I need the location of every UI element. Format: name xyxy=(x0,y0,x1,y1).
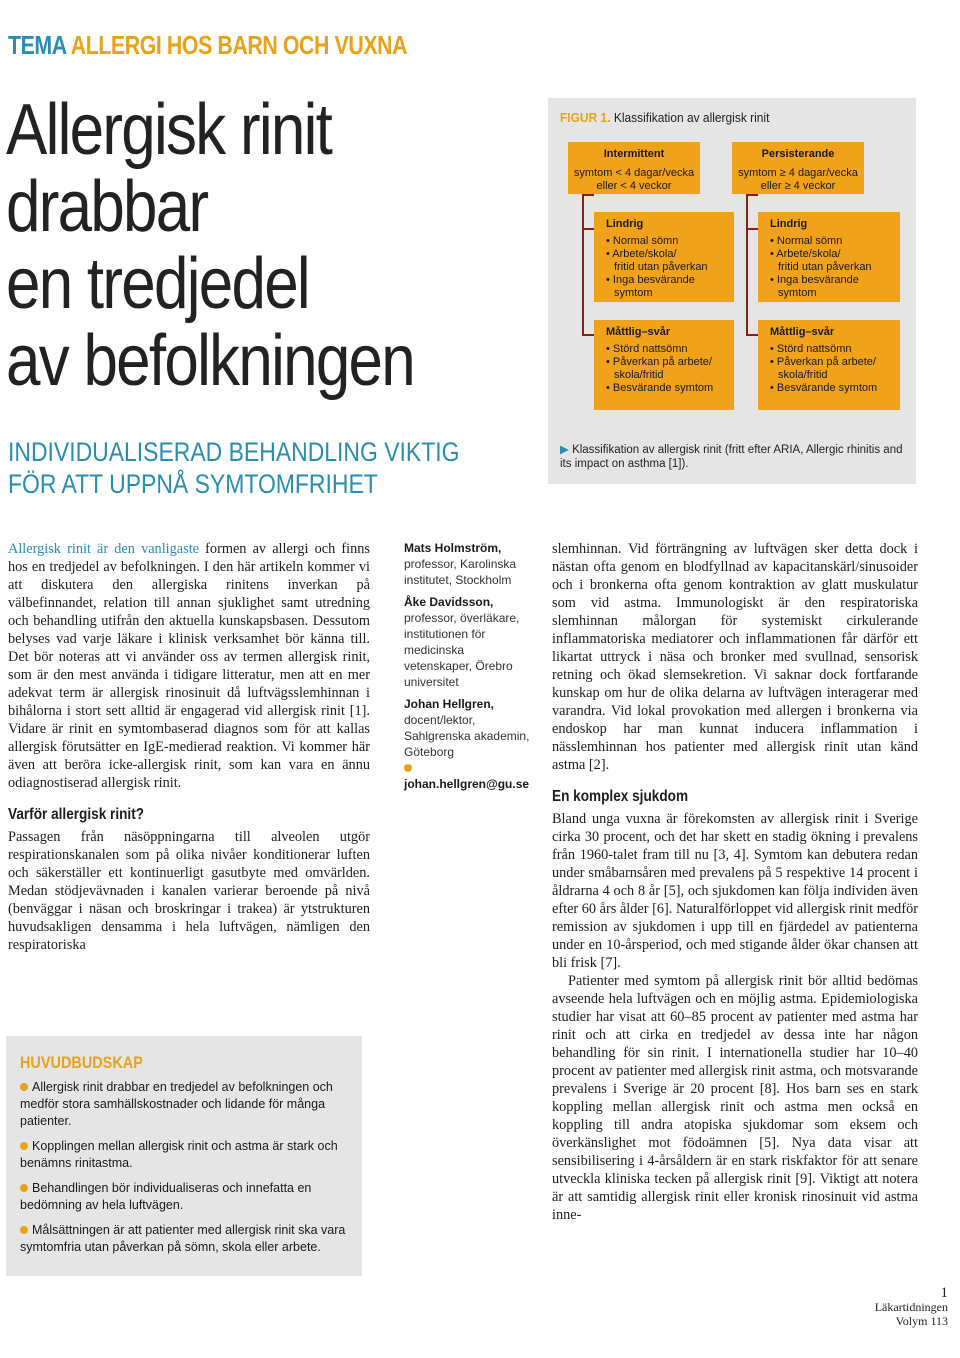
figure-caption-text: Klassifikation av allergisk rinit (fritt efter ARIA, Allergic rhinitis and its impact on asthma [1]). xyxy=(560,444,903,470)
author-email[interactable] xyxy=(404,760,534,792)
col1-paragraph-2: Passagen från näsöppningarna till alveolen utgör respirationskanalen som på olika nivåer konditionerar luften och säkerställer ett kontinuerligt gasutbyte med omvärlden. Medan stödjevävnaden i kanalen varierar beroende på nivå (benväggar i näsan och broskringar i trakea) är ytstrukturen huvudsakligen densamma i hela luftvägen, nämligen den respiratoriska xyxy=(8,829,370,953)
moderate-title: Måttlig–svår xyxy=(606,326,671,338)
moderate-bullet-3: • Besvärande symtom xyxy=(770,382,878,394)
connector-left-top xyxy=(582,194,594,196)
moderate-bullet-2-cont: skola/fritid xyxy=(778,369,828,381)
col1-paragraph-1-text: formen av allergi och finns hos en tredjedel av befolkningen. I den här artikeln kommer vi att diskutera den allergiska rinitens inverkan på välbefinnandet, relation till annan sjuklighet samt utredning och behandling utifrån den aktuella kunskapsbasen. Dessutom belyses vad varje läkare i klinisk verksamhet bör känna till. Det bör noteras att vi använder oss av termen allergisk rinit, som är den mest använda i tidigare litteratur, men att en mer adekvat term är allergisk rinosinuit då luftvägsslemhinnan i bihålorna i stort sett alltid är engagerad vid allergisk rinit [1]. Vidare är rinit en symtombaserad diagnos som för att kallas allergisk förutsätter en IgE-medierad reaktion. Vi kommer här även att beröra icke-allergisk rinit, som kan vara en ännu odiagnostiserad allergisk rinit. xyxy=(8,541,370,791)
persistent-line-2: eller ≥ 4 veckor xyxy=(760,180,836,192)
theme-header xyxy=(8,30,407,61)
figure-caption xyxy=(560,443,910,471)
key-point-text: Allergisk rinit drabbar en tredjedel av befolkningen och medför stora samhällskostnader och lidande för många patienter. xyxy=(20,1080,333,1128)
mild-title: Lindrig xyxy=(770,218,808,230)
intermittent-mild-box xyxy=(594,212,734,302)
persistent-box xyxy=(732,142,864,194)
theme-topic: ALLERGI HOS BARN OCH VUXNA xyxy=(70,30,408,60)
persistent-mild-box xyxy=(758,212,900,302)
connector-right xyxy=(746,194,748,336)
key-points-box xyxy=(6,1036,362,1276)
persistent-title: Persisterande xyxy=(761,148,835,160)
headline-line-1: Allergisk rinit xyxy=(6,90,332,170)
key-point-text: Behandlingen bör individualiseras och innefatta en bedömning av hela luftvägen. xyxy=(20,1181,312,1212)
figure-title-text: Klassifikation av allergisk rinit xyxy=(613,110,770,125)
key-point-3 xyxy=(20,1180,350,1214)
caption-arrow-icon: ▶ xyxy=(560,444,569,456)
intermittent-line-1: symtom < 4 dagar/vecka xyxy=(573,167,695,179)
key-point-text: Kopplingen mellan allergisk rinit och astma är stark och benämns rinitastma. xyxy=(20,1139,338,1170)
author-email-text[interactable]: johan.hellgren@gu.se xyxy=(404,777,530,791)
mild-bullet-1: • Normal sömn xyxy=(770,235,843,247)
bullet-dot-icon xyxy=(404,764,412,772)
intermittent-box xyxy=(568,142,700,194)
moderate-bullet-2: • Påverkan på arbete/ xyxy=(770,356,876,368)
mild-bullet-2-cont: fritid utan påverkan xyxy=(778,261,872,273)
col3-paragraph-1: slemhinnan. Vid förträngning av luftvägen sker detta dock i nästan ofta genom en blodfyllnad av kapacitanskärl/sinusoider och i bronkerna ofta genom kontraktion av glatt muskulatur som vid astma. Immunologiskt är den respiratoriska slemhinnan målorgan för systemiskt cirkulerande inflammatoriska mediatorer och inflammationen får därför ett likartat uttryck i näsa och bronker med svullnad, sensorisk retning och ökad slemsekretion. Vi saknar dock fortfarande kunskap om hur de olika delarna av luftvägen interagerar med varandra. Vid lokal provokation med allergen i bronkerna via endoskop har man kunnat inducera inflammation i nässlemhinnan hos patienter med allergisk rinit utan känd astma [2]. xyxy=(552,541,918,773)
key-point-2 xyxy=(20,1138,350,1172)
subhead-line-1: INDIVIDUALISERAD BEHANDLING VIKTIG xyxy=(8,437,460,467)
section-heading-complex: En komplex sjukdom xyxy=(552,788,689,805)
author-list xyxy=(404,540,534,792)
connector-right-moderate xyxy=(746,334,758,336)
author-2-affiliation: professor, överläkare, institutionen för medicinska vetenskaper, Örebro universitet xyxy=(404,611,520,689)
body-column-1 xyxy=(8,540,370,954)
headline-line-2: drabbar xyxy=(6,167,208,247)
mild-bullet-3: • Inga besvärande symtom xyxy=(606,274,695,299)
intermittent-line-2: eller < 4 veckor xyxy=(596,180,672,192)
moderate-title: Måttlig–svår xyxy=(770,326,835,338)
headline-line-4: av befolkningen xyxy=(6,321,414,401)
article-subhead xyxy=(8,436,459,500)
page-number: 1 xyxy=(940,1285,948,1301)
moderate-bullet-2-cont: skola/fritid xyxy=(614,369,664,381)
figure-panel xyxy=(548,98,916,484)
col3-paragraph-2: Bland unga vuxna är förekomsten av allergisk rinit i Sverige cirka 30 procent, och det har skett en stadig ökning i prevalens från 1960-talet fram till nu [3, 4]. Symtom kan debutera redan under småbarnsåren med prevalens på 5 respektive 14 procent i åldrarna 4 och 8 år [5], och sjukdomen kan följa individen även efter 60 års ålder [6]. Naturalförloppet vid allergisk rinit medför remission av sjukdomen i upp till en fjärdedel av patienterna under en 10-årsperiod, och med stigande ålder ökar chansen att bli frisk [7]. xyxy=(552,811,918,971)
intermittent-title: Intermittent xyxy=(603,148,665,160)
persistent-line-1: symtom ≥ 4 dagar/vecka xyxy=(738,167,858,179)
col1-paragraph-1 xyxy=(8,540,370,792)
author-2-name: Åke Davidsson, xyxy=(404,595,494,609)
journal-name: Läkartidningen xyxy=(874,1300,948,1314)
author-1-affiliation: professor, Karolinska institutet, Stockholm xyxy=(404,557,517,587)
page-footer xyxy=(875,1286,948,1328)
mild-bullet-1: • Normal sömn xyxy=(606,235,679,247)
author-3-name: Johan Hellgren, xyxy=(404,697,495,711)
connector-left-mild xyxy=(582,228,594,230)
connector-right-top xyxy=(746,194,758,196)
col3-paragraph-3: Patienter med symtom på allergisk rinit bör alltid bedömas avseende hela luftvägen och en möjlig astma. Epidemiologiska studier har visat att 60–85 procent av patienter med astma har rinit och att cirka en tredjedel av dessa inte har någon behandling för sin rinit. I internationella studier har 10–40 procent av patienter med allergisk rinit astma, och motsvarande prevalens i Sverige är 20 procent [8]. Hos barn ses en stark koppling mellan allergisk rinit och astma men också en koppling till andra atopiska sjukdomar som eksem och överkänslighet mot födoämnen [5]. Nya data visar att sensibilisering i 4-årsåldern är en stark riskfaktor för att senare utveckla kliniska tecken på allergisk rinit [9]. Viktigt att notera är att samtidig allergisk rinit eller kronisk rinosinuit vid astma inne- xyxy=(552,973,918,1223)
section-heading-why: Varför allergisk rinit? xyxy=(8,806,145,823)
author-3-affiliation: docent/lektor, Sahlgrenska akademin, Göteborg xyxy=(404,713,530,759)
mild-bullet-2: • Arbete/skola/ xyxy=(770,248,841,260)
key-point-4 xyxy=(20,1222,350,1256)
body-column-3 xyxy=(552,540,918,1224)
subhead-line-2: FÖR ATT UPPNÅ SYMTOMFRIHET xyxy=(8,469,378,499)
lead-in: Allergisk rinit är den vanligaste xyxy=(8,541,200,557)
moderate-bullet-2: • Påverkan på arbete/ xyxy=(606,356,712,368)
key-point-text: Målsättningen är att patienter med allergisk rinit ska vara symtomfria utan påverkan på sömn, skola eller arbete. xyxy=(20,1223,346,1254)
moderate-bullet-1: • Störd nattsömn xyxy=(770,343,852,355)
moderate-bullet-3: • Besvärande symtom xyxy=(606,382,714,394)
connector-left xyxy=(582,194,584,336)
mild-title: Lindrig xyxy=(606,218,644,230)
headline-line-3: en tredjedel xyxy=(6,244,309,324)
moderate-bullet-1: • Störd nattsömn xyxy=(606,343,688,355)
connector-left-moderate xyxy=(582,334,594,336)
figure-label: FIGUR 1. xyxy=(560,110,611,125)
bullet-dot-icon xyxy=(20,1226,28,1234)
connector-right-mild xyxy=(746,228,758,230)
bullet-dot-icon xyxy=(20,1142,28,1150)
journal-volume: Volym 113 xyxy=(895,1314,948,1328)
bullet-dot-icon xyxy=(20,1083,28,1091)
key-points-title: HUVUDBUDSKAP xyxy=(20,1053,143,1072)
bullet-dot-icon xyxy=(20,1184,28,1192)
theme-label: TEMA xyxy=(8,30,66,60)
persistent-moderate-box xyxy=(758,320,900,410)
author-1-name: Mats Holmström, xyxy=(404,541,502,555)
mild-bullet-2: • Arbete/skola/ xyxy=(606,248,677,260)
mild-bullet-3: • Inga besvärande symtom xyxy=(770,274,859,299)
figure-title xyxy=(560,110,769,125)
intermittent-moderate-box xyxy=(594,320,734,410)
article-headline xyxy=(6,92,453,400)
key-point-1 xyxy=(20,1079,350,1130)
mild-bullet-2-cont: fritid utan påverkan xyxy=(614,261,708,273)
